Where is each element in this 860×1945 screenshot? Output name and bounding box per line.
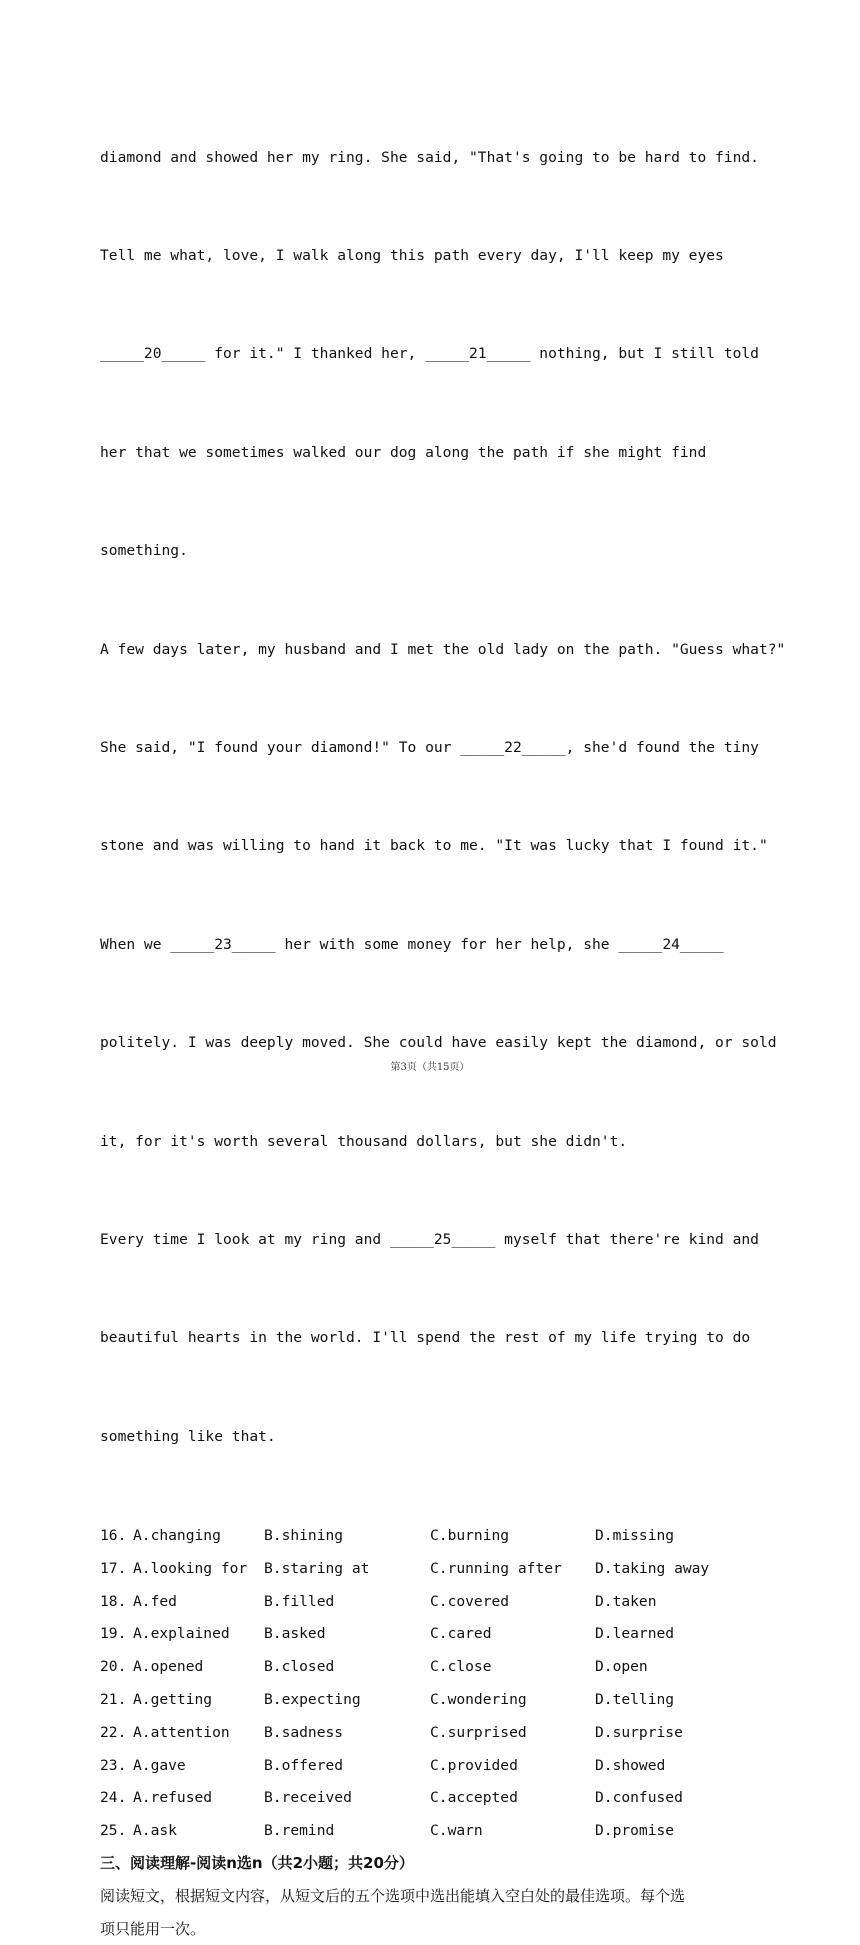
question-number: 18.	[100, 1592, 127, 1610]
option-b: B.received	[264, 1789, 352, 1807]
passage-line: diamond and showed her my ring. She said, "That's going to be hard to find.	[100, 148, 759, 166]
option-row-24	[100, 1781, 770, 1814]
option-a: A.looking for	[133, 1559, 248, 1577]
section-heading: 三、阅读理解-阅读n选n（共2小题；共20分）	[100, 1854, 414, 1873]
option-c: C.wondering	[430, 1690, 527, 1708]
document-page	[100, 76, 786, 1945]
option-a: A.attention	[133, 1723, 230, 1741]
instruction-line: 项只能用一次。	[100, 1919, 206, 1938]
option-row-21	[100, 1683, 770, 1716]
option-row-20	[100, 1650, 770, 1683]
question-number: 24.	[100, 1789, 127, 1807]
option-d: D.open	[595, 1658, 648, 1676]
option-b: B.filled	[264, 1592, 335, 1610]
option-row-18	[100, 1585, 770, 1618]
passage-line: She said, "I found your diamond!" To our _____22_____, she'd found the tiny	[100, 738, 759, 756]
instruction-line: 阅读短文，根据短文内容，从短文后的五个选项中选出能填入空白处的最佳选项。每个选	[100, 1886, 686, 1905]
option-d: D.telling	[595, 1690, 675, 1708]
option-a: A.opened	[133, 1658, 204, 1676]
option-c: C.surprised	[430, 1723, 527, 1741]
passage-line: something.	[100, 542, 188, 560]
question-number: 21.	[100, 1690, 127, 1708]
option-a: A.getting	[133, 1690, 213, 1708]
question-number: 25.	[100, 1822, 127, 1840]
option-d: D.showed	[595, 1756, 666, 1774]
option-d: D.taken	[595, 1592, 657, 1610]
option-row-23	[100, 1749, 770, 1782]
option-c: C.covered	[430, 1592, 510, 1610]
page-number-footer: 第3页（共15页）	[390, 1062, 470, 1073]
passage-line: Every time I look at my ring and _____25_____ myself that there're kind and	[100, 1230, 759, 1248]
option-c: C.burning	[430, 1526, 510, 1544]
passage-line: it, for it's worth several thousand dollars, but she didn't.	[100, 1132, 628, 1150]
option-b: B.closed	[264, 1658, 335, 1676]
option-d: D.learned	[595, 1625, 675, 1643]
passage-line: politely. I was deeply moved. She could have easily kept the diamond, or sold	[100, 1034, 777, 1052]
passage-line: beautiful hearts in the world. I'll spend the rest of my life trying to do	[100, 1329, 751, 1347]
option-b: B.asked	[264, 1625, 326, 1643]
question-number: 23.	[100, 1756, 127, 1774]
option-a: A.ask	[133, 1822, 177, 1840]
option-c: C.close	[430, 1658, 492, 1676]
option-a: A.gave	[133, 1756, 186, 1774]
passage	[100, 76, 786, 1519]
option-d: D.surprise	[595, 1723, 683, 1741]
option-b: B.staring at	[264, 1559, 370, 1577]
passage-line: A few days later, my husband and I met the old lady on the path. "Guess what?"	[100, 640, 786, 658]
option-a: A.explained	[133, 1625, 230, 1643]
passage-line: Tell me what, love, I walk along this path every day, I'll keep my eyes	[100, 246, 724, 264]
answer-options	[100, 1519, 770, 1847]
question-number: 22.	[100, 1723, 127, 1741]
question-number: 20.	[100, 1658, 127, 1676]
option-c: C.accepted	[430, 1789, 518, 1807]
option-c: C.cared	[430, 1625, 492, 1643]
option-b: B.offered	[264, 1756, 344, 1774]
passage-line: her that we sometimes walked our dog along the path if she might find	[100, 443, 707, 461]
option-row-17	[100, 1552, 770, 1585]
option-a: A.fed	[133, 1592, 177, 1610]
question-number: 16.	[100, 1526, 127, 1544]
option-d: D.taking away	[595, 1559, 710, 1577]
option-row-22	[100, 1716, 770, 1749]
option-c: C.provided	[430, 1756, 518, 1774]
option-c: C.running after	[430, 1559, 562, 1577]
option-a: A.changing	[133, 1526, 221, 1544]
option-a: A.refused	[133, 1789, 213, 1807]
question-number: 17.	[100, 1559, 127, 1577]
question-number: 19.	[100, 1625, 127, 1643]
option-row-19	[100, 1617, 770, 1650]
option-d: D.confused	[595, 1789, 683, 1807]
option-b: B.remind	[264, 1822, 335, 1840]
option-row-25	[100, 1814, 770, 1847]
passage-line: When we _____23_____ her with some money for her help, she _____24_____	[100, 935, 724, 953]
option-b: B.shining	[264, 1526, 344, 1544]
option-b: B.sadness	[264, 1723, 344, 1741]
passage-line: something like that.	[100, 1427, 276, 1445]
option-d: D.promise	[595, 1822, 675, 1840]
option-d: D.missing	[595, 1526, 675, 1544]
passage-line: _____20_____ for it." I thanked her, _____21_____ nothing, but I still told	[100, 345, 759, 363]
option-row-16	[100, 1519, 770, 1552]
option-b: B.expecting	[264, 1690, 361, 1708]
passage-line: stone and was willing to hand it back to me. "It was lucky that I found it."	[100, 837, 768, 855]
option-c: C.warn	[430, 1822, 483, 1840]
